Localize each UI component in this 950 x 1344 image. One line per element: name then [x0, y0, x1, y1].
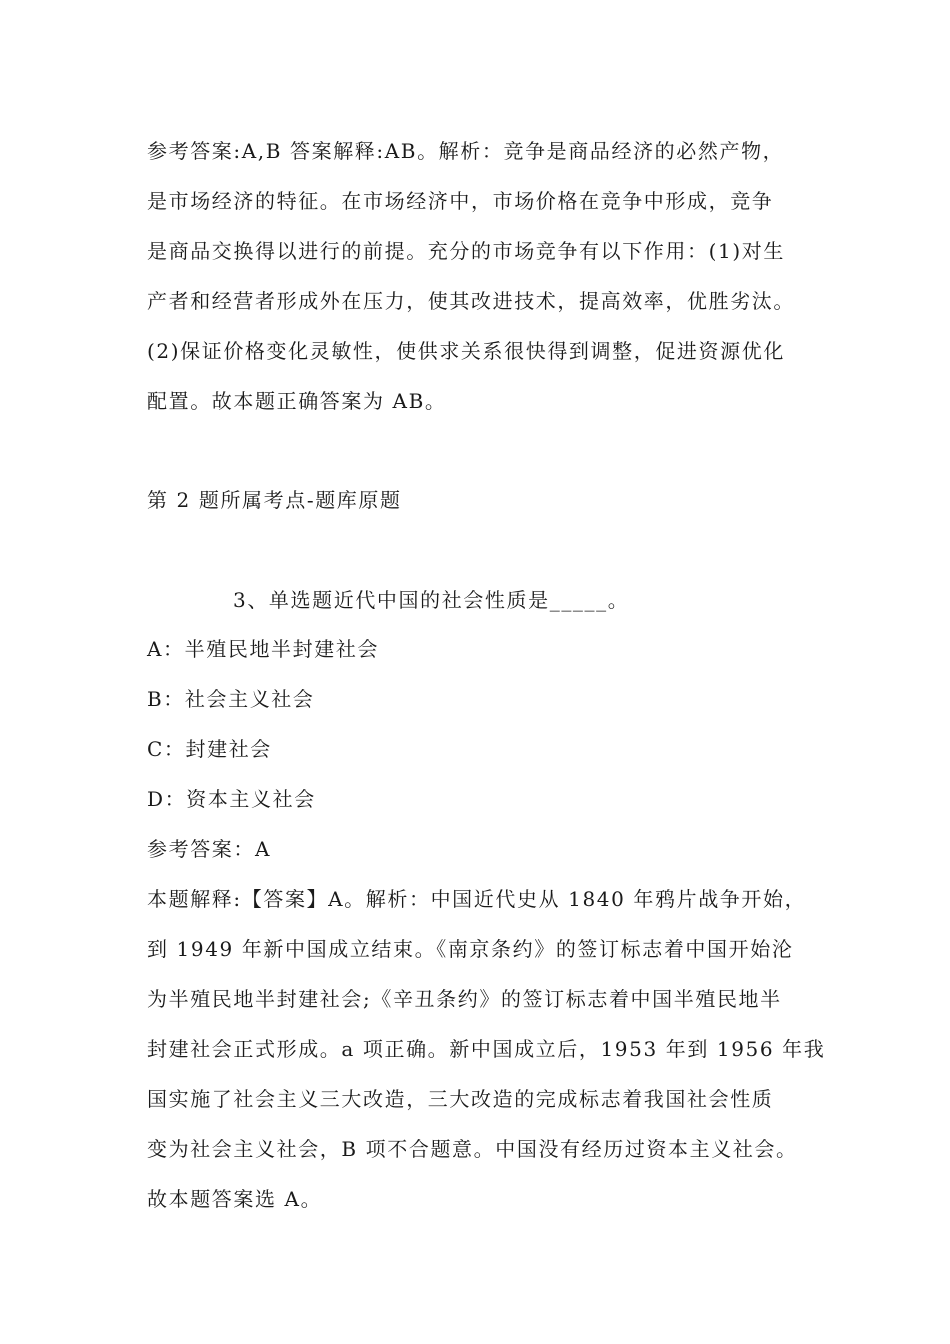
explanation-line: 封建社会正式形成。a 项正确。新中国成立后，1953 年到 1956 年我: [147, 1037, 826, 1061]
explanation-line: 为半殖民地半封建社会;《辛丑条约》的签订标志着中国半殖民地半: [147, 987, 782, 1011]
explanation-line: 到 1949 年新中国成立结束。《南京条约》的签订标志着中国开始沦: [147, 937, 794, 961]
answer-line: 产者和经营者形成外在压力，使其改进技术，提高效率，优胜劣汰。: [147, 289, 795, 313]
option-d: D：资本主义社会: [147, 787, 316, 811]
answer-line: 是市场经济的特征。在市场经济中，市场价格在竞争中形成，竞争: [147, 189, 774, 213]
option-b: B：社会主义社会: [147, 687, 315, 711]
option-c: C：封建社会: [147, 737, 272, 761]
answer-line: 配置。故本题正确答案为 AB。: [147, 389, 447, 413]
explanation-line: 变为社会主义社会，B 项不合题意。中国没有经历过资本主义社会。: [147, 1137, 798, 1161]
section-note: 第 2 题所属考点-题库原题: [147, 488, 402, 512]
answer-line: 是商品交换得以进行的前提。充分的市场竞争有以下作用：(1)对生: [147, 239, 785, 263]
explanation-line: 国实施了社会主义三大改造，三大改造的完成标志着我国社会性质: [147, 1087, 774, 1111]
question-stem: 3、单选题近代中国的社会性质是_____。: [233, 588, 630, 612]
answer-line: 参考答案:A,B 答案解释:AB。解析：竞争是商品经济的必然产物，: [147, 139, 785, 163]
explanation-line: 本题解释:【答案】A。解析：中国近代史从 1840 年鸦片战争开始，: [147, 887, 807, 911]
answer-line: (2)保证价格变化灵敏性，使供求关系很快得到调整，促进资源优化: [147, 339, 785, 363]
explanation-line: 故本题答案选 A。: [147, 1187, 323, 1211]
option-a: A：半殖民地半封建社会: [147, 637, 380, 661]
reference-answer: 参考答案：A: [147, 837, 272, 861]
